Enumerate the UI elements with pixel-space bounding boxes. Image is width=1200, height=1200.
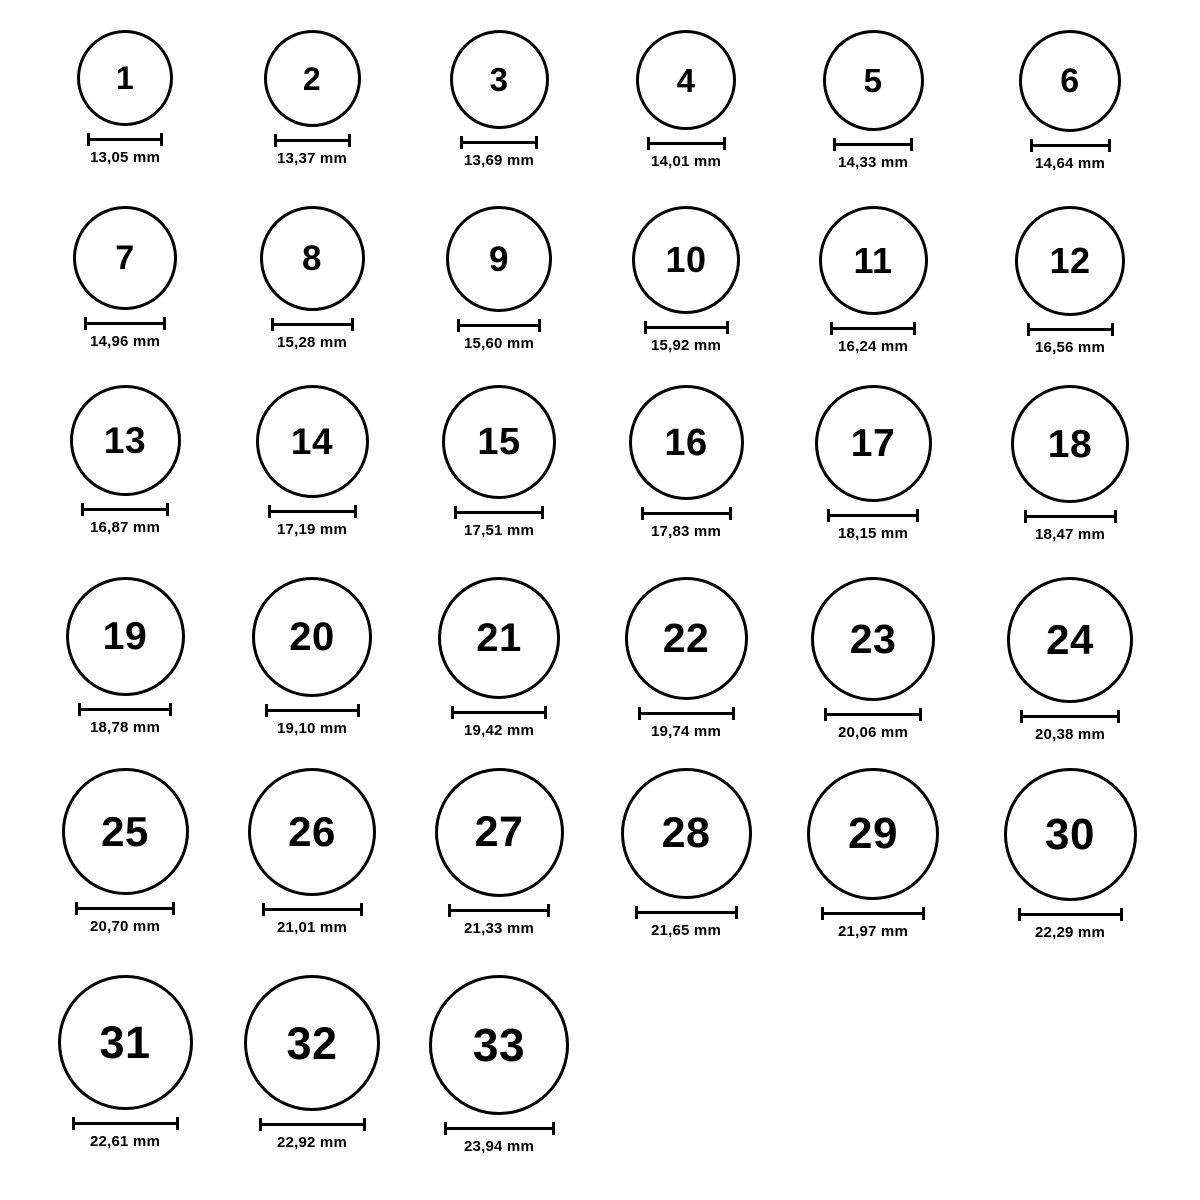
ring-size-number: 11 [853,239,893,281]
ring-size-cell [629,385,744,540]
measure-cap-right-icon [176,1117,179,1130]
ring-size-number: 19 [102,615,148,658]
diameter-measure-bar [262,903,363,915]
diameter-label: 18,47 mm [1035,526,1105,543]
measure-line [262,908,363,911]
measure-cap-right-icon [916,509,919,522]
ring-size-number: 21 [476,616,522,660]
diameter-label: 17,19 mm [277,521,347,538]
diameter-label: 20,06 mm [838,724,908,741]
diameter-measure-bar [647,137,726,149]
ring-size-cell [70,30,180,166]
measure-line [87,138,163,141]
ring-circle [1004,768,1137,901]
diameter-label: 15,60 mm [464,335,534,352]
diameter-label: 19,10 mm [277,720,347,737]
ring-size-number: 33 [472,1019,526,1071]
diameter-label: 16,24 mm [838,338,908,355]
diameter-label: 14,01 mm [651,153,721,170]
ring-circle [77,30,173,126]
ring-circle [629,385,744,500]
diameter-measure-bar [635,906,738,918]
measure-line [641,512,732,515]
ring-circle [260,206,365,311]
ring-size-cell [807,768,939,940]
diameter-measure-bar [259,1118,366,1130]
ring-size-cell [62,768,189,935]
ring-size-number: 22 [662,615,710,661]
measure-line [451,711,547,714]
ring-size-number: 16 [664,421,708,464]
measure-line [454,511,544,514]
diameter-label: 14,64 mm [1035,155,1105,172]
measure-cap-right-icon [1108,139,1111,152]
diameter-label: 15,28 mm [277,334,347,351]
ring-size-cell [257,30,367,167]
ring-size-number: 15 [477,421,521,463]
ring-circle [1015,206,1125,316]
ring-size-cell [818,30,928,171]
ring-size-cell [1015,206,1125,356]
diameter-label: 18,15 mm [838,525,908,542]
ring-circle [1011,385,1129,503]
ring-size-number: 10 [665,239,707,280]
ring-size-cell [625,577,748,740]
ring-circle [66,577,185,696]
ring-circle [438,577,560,699]
diameter-measure-bar [75,902,175,914]
diameter-label: 19,74 mm [651,723,721,740]
diameter-measure-bar [638,707,735,719]
ring-size-cell [818,206,928,355]
measure-cap-right-icon [535,136,538,149]
diameter-measure-bar [444,1122,555,1134]
ring-circle [244,975,380,1111]
measure-line [824,713,922,716]
diameter-label: 14,33 mm [838,154,908,171]
ring-size-cell [248,768,376,936]
diameter-measure-bar [84,317,166,329]
ring-size-cell [815,385,932,542]
ring-size-number: 5 [863,62,883,99]
ring-circle [429,975,569,1115]
measure-line [1030,144,1111,147]
measure-line [72,1122,179,1125]
ring-circle [62,768,189,895]
ring-size-cell [631,30,741,170]
ring-size-cell [811,577,935,741]
diameter-label: 17,83 mm [651,523,721,540]
diameter-measure-bar [81,503,169,515]
diameter-measure-bar [1018,908,1123,920]
measure-cap-right-icon [544,706,547,719]
ring-size-number: 14 [290,421,334,462]
measure-cap-right-icon [723,137,726,150]
ring-circle [252,577,372,697]
measure-cap-right-icon [538,319,541,332]
diameter-measure-bar [1027,323,1114,335]
measure-line [84,322,166,325]
ring-size-cell [438,577,560,739]
ring-size-number: 6 [1060,62,1080,100]
measure-line [1027,328,1114,331]
ring-circle [450,30,549,129]
measure-cap-right-icon [160,133,163,146]
diameter-measure-bar [448,904,550,916]
ring-size-cell [631,206,741,354]
ring-size-cell [58,975,193,1150]
diameter-label: 19,42 mm [464,722,534,739]
diameter-measure-bar [1024,510,1117,522]
diameter-label: 21,65 mm [651,922,721,939]
measure-cap-right-icon [1117,710,1120,723]
ring-size-number: 4 [676,61,696,99]
measure-cap-right-icon [541,506,544,519]
measure-cap-right-icon [547,904,550,917]
diameter-measure-bar [274,134,351,146]
ring-circle [632,206,740,314]
ring-size-cell [621,768,752,939]
diameter-measure-bar [268,505,357,517]
ring-circle [446,206,552,312]
measure-line [830,327,916,330]
measure-line [448,909,550,912]
diameter-label: 16,56 mm [1035,339,1105,356]
measure-line [1018,913,1123,916]
ring-size-number: 7 [115,239,135,277]
measure-cap-right-icon [354,505,357,518]
measure-line [827,514,919,517]
ring-size-number: 1 [115,60,135,96]
measure-cap-right-icon [1114,510,1117,523]
ring-size-cell [444,206,554,352]
ring-size-number: 26 [288,808,336,855]
diameter-measure-bar [1020,710,1120,722]
ring-size-number: 3 [489,61,509,98]
diameter-label: 16,87 mm [90,519,160,536]
measure-cap-right-icon [357,704,360,717]
ring-size-number: 9 [489,239,509,279]
diameter-measure-bar [454,506,544,518]
diameter-measure-bar [1030,139,1111,151]
ring-size-cell [1004,768,1137,941]
measure-cap-right-icon [163,317,166,330]
measure-cap-right-icon [166,503,169,516]
ring-size-cell [444,30,554,169]
ring-circle [435,768,564,897]
ring-size-number: 13 [103,420,147,461]
measure-cap-right-icon [919,708,922,721]
ring-circle [1007,577,1133,703]
diameter-label: 23,94 mm [464,1138,534,1155]
ring-circle [621,768,752,899]
measure-line [274,139,351,142]
ring-size-cell [1011,385,1129,543]
measure-line [78,708,172,711]
measure-cap-right-icon [348,134,351,147]
ring-size-number: 25 [101,807,149,855]
measure-line [1020,715,1120,718]
measure-line [259,1123,366,1126]
measure-line [271,323,354,326]
measure-line [81,508,169,511]
diameter-measure-bar [265,704,360,716]
measure-line [75,907,175,910]
ring-size-cell [1015,30,1125,172]
diameter-label: 21,97 mm [838,923,908,940]
diameter-measure-bar [641,507,732,519]
ring-size-cell [256,385,369,538]
ring-size-cell [66,577,185,736]
diameter-measure-bar [827,509,919,521]
diameter-label: 18,78 mm [90,719,160,736]
diameter-label: 14,96 mm [90,333,160,350]
diameter-measure-bar [824,708,922,720]
diameter-measure-bar [72,1117,179,1129]
measure-cap-right-icon [922,907,925,920]
ring-size-cell [257,206,367,351]
diameter-label: 22,61 mm [90,1133,160,1150]
ring-circle [248,768,376,896]
ring-circle [636,30,736,130]
ring-size-cell [442,385,556,539]
measure-cap-right-icon [729,507,732,520]
diameter-label: 17,51 mm [464,522,534,539]
diameter-measure-bar [78,703,172,715]
diameter-label: 22,29 mm [1035,924,1105,941]
ring-circle [442,385,556,499]
ring-circle [819,206,928,315]
measure-line [644,326,729,329]
measure-line [460,141,538,144]
measure-line [647,142,726,145]
ring-circle [811,577,935,701]
diameter-label: 20,38 mm [1035,726,1105,743]
measure-line [1024,515,1117,518]
ring-size-cell [1007,577,1133,743]
ring-size-cell [429,975,569,1155]
measure-line [444,1127,555,1130]
ring-size-number: 30 [1045,809,1095,859]
diameter-measure-bar [644,321,729,333]
measure-cap-right-icon [1120,908,1123,921]
ring-size-number: 32 [286,1017,338,1069]
measure-cap-right-icon [910,138,913,151]
ring-circle [625,577,748,700]
diameter-label: 13,37 mm [277,150,347,167]
ring-size-number: 18 [1047,422,1093,466]
ring-size-cell [70,206,180,350]
measure-cap-right-icon [732,707,735,720]
measure-cap-right-icon [351,318,354,331]
measure-cap-right-icon [913,322,916,335]
diameter-label: 20,70 mm [90,918,160,935]
diameter-label: 13,05 mm [90,149,160,166]
ring-size-cell [435,768,564,937]
ring-size-number: 24 [1046,616,1094,663]
diameter-measure-bar [271,318,354,330]
ring-size-number: 31 [99,1017,151,1068]
ring-size-number: 27 [474,808,524,856]
ring-circle [58,975,193,1110]
diameter-label: 15,92 mm [651,337,721,354]
measure-line [821,912,925,915]
measure-line [635,911,738,914]
ring-size-number: 20 [289,615,335,659]
ring-circle [256,385,369,498]
ring-circle [815,385,932,502]
ring-size-cell [70,385,181,536]
ring-circle [70,385,181,496]
measure-line [638,712,735,715]
ring-size-cell [252,577,372,737]
diameter-measure-bar [87,133,163,145]
ring-size-number: 23 [849,615,897,662]
ring-size-number: 28 [661,809,711,857]
measure-cap-right-icon [169,703,172,716]
diameter-measure-bar [451,706,547,718]
diameter-measure-bar [830,322,916,334]
ring-size-number: 29 [848,809,898,858]
ring-size-number: 8 [302,239,322,278]
measure-cap-right-icon [172,902,175,915]
measure-cap-right-icon [360,903,363,916]
diameter-measure-bar [457,319,541,331]
diameter-label: 22,92 mm [277,1134,347,1151]
diameter-label: 21,33 mm [464,920,534,937]
measure-line [265,709,360,712]
diameter-measure-bar [460,136,538,148]
ring-circle [823,30,924,131]
diameter-label: 21,01 mm [277,919,347,936]
ring-size-number: 17 [850,422,896,465]
diameter-label: 13,69 mm [464,152,534,169]
ring-size-cell [244,975,380,1151]
diameter-measure-bar [821,907,925,919]
ring-size-number: 2 [302,60,322,97]
measure-cap-right-icon [735,906,738,919]
diameter-measure-bar [833,138,913,150]
measure-cap-right-icon [363,1118,366,1131]
measure-line [268,510,357,513]
measure-cap-right-icon [726,321,729,334]
measure-line [833,143,913,146]
measure-cap-right-icon [1111,323,1114,336]
ring-circle [1019,30,1121,132]
measure-cap-right-icon [552,1122,555,1135]
ring-circle [264,30,361,127]
ring-circle [73,206,177,310]
ring-size-number: 12 [1049,240,1091,281]
ring-circle [807,768,939,900]
measure-line [457,324,541,327]
